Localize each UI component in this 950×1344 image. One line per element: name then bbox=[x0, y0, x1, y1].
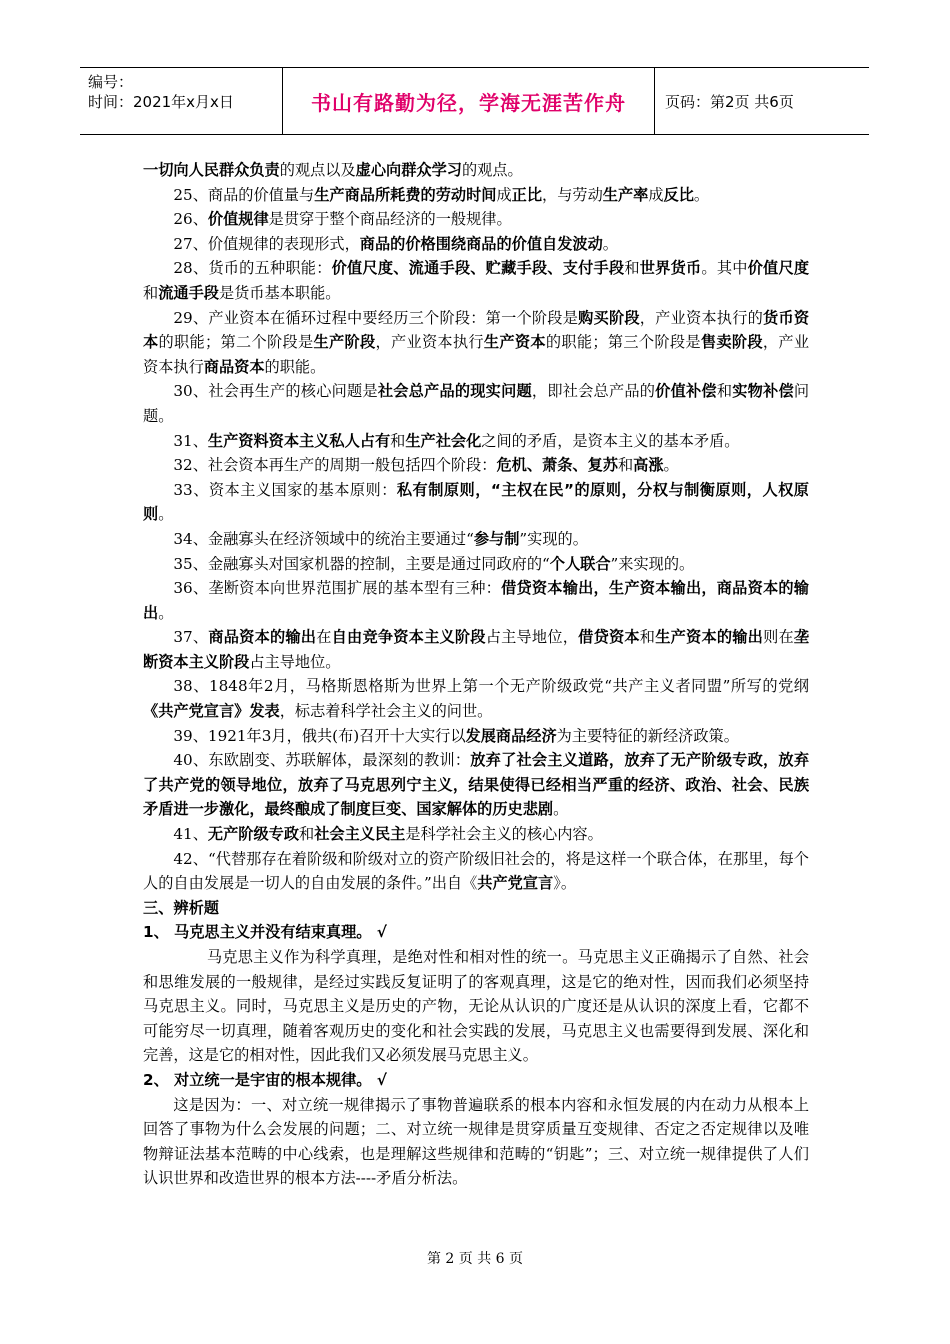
section-heading bbox=[143, 896, 809, 921]
text-run: 31、 bbox=[173, 431, 208, 450]
text-run: 36、垄断资本向世界范围扩展的基本型有三种： bbox=[173, 579, 502, 598]
body-paragraph bbox=[143, 1093, 809, 1191]
body-paragraph bbox=[143, 625, 809, 674]
text-run: 的观点以及 bbox=[279, 161, 356, 179]
text-run: 42、“代替那存在着阶级和阶级对立的资产阶级旧社会的，将是这样一个联合体，在那里，每个人的自由发展是一切人的自由发展的条件。”出自《 bbox=[143, 849, 809, 893]
bold-run: 虚心向群众学习 bbox=[355, 161, 462, 179]
bold-run: 借贷资本输出，生产资本输出，商品资本的输出 bbox=[143, 579, 809, 622]
bold-run: 价值补偿 bbox=[655, 382, 717, 401]
bold-run: 流通手段 bbox=[158, 283, 219, 302]
bold-run: 借贷资本 bbox=[578, 628, 640, 647]
bold-run: 参与制 bbox=[473, 529, 520, 548]
bold-run: 《共产党宣言》发表 bbox=[143, 702, 280, 721]
text-run: 33、资本主义国家的基本原则： bbox=[173, 480, 397, 499]
bold-run: 生产商品所耗费的劳动时间 bbox=[314, 185, 497, 204]
bold-run: 售卖阶段 bbox=[700, 333, 763, 352]
bold-run: 一切向人民群众负责 bbox=[143, 161, 280, 179]
text-run: 的职能。 bbox=[264, 357, 326, 376]
text-run: 30、社会再生产的核心问题是 bbox=[173, 382, 378, 401]
text-run: 问题。 bbox=[143, 382, 810, 425]
text-run: ，产业资本执行 bbox=[143, 333, 810, 376]
text-run: 。其中 bbox=[701, 259, 748, 278]
body-paragraph bbox=[143, 576, 809, 625]
bold-run: 生产率 bbox=[602, 185, 649, 204]
bold-run: 垄断资本主义阶段 bbox=[143, 628, 810, 671]
text-run: 是科学社会主义的核心内容。 bbox=[405, 825, 603, 844]
bold-run: 生产阶段 bbox=[313, 333, 376, 352]
body-paragraph bbox=[143, 232, 809, 257]
text-run: 和 bbox=[639, 628, 656, 647]
text-run: 。 bbox=[158, 505, 174, 524]
bold-run: 商品资本 bbox=[203, 357, 265, 376]
body-paragraph bbox=[143, 183, 809, 208]
text-run: 占主导地位。 bbox=[249, 652, 341, 671]
body-paragraph bbox=[143, 527, 809, 552]
section-heading bbox=[143, 920, 809, 945]
bold-run: 2、 对立统一是宇宙的根本规律。 √ bbox=[143, 1070, 387, 1089]
body-paragraph bbox=[143, 429, 809, 454]
bold-run: 价值规律 bbox=[207, 210, 269, 229]
text-run: 25、商品的价值量与 bbox=[173, 185, 315, 204]
body-paragraph bbox=[143, 158, 809, 183]
header-left-cell bbox=[80, 68, 283, 134]
text-run: ，与劳动 bbox=[542, 185, 603, 204]
bold-run: 1、 马克思主义并没有结束真理。 √ bbox=[143, 923, 387, 942]
page-header bbox=[80, 67, 869, 135]
bold-run: 商品资本的输出 bbox=[208, 628, 317, 647]
text-run: 34、金融寡头在经济领域中的统治主要通过“ bbox=[173, 529, 474, 548]
bold-run: 反比 bbox=[663, 185, 694, 204]
body-paragraph bbox=[143, 379, 809, 428]
motto-title: 书山有路勤为径，学海无涯苦作舟 bbox=[283, 68, 655, 134]
bold-run: 放弃了社会主义道路，放弃了无产阶级专政，放弃了共产党的领导地位，放弃了马克思列宁主义，结果使得已经相当严重的经济、政治、社会、民族矛盾进一步激化，最终酿成了制度巨变、国家解体的历史悲剧 bbox=[143, 751, 810, 819]
text-run: 》。 bbox=[553, 874, 577, 893]
body-paragraph bbox=[143, 822, 809, 847]
bold-run: 三、辨析题 bbox=[143, 898, 219, 917]
text-run: 。 bbox=[663, 456, 679, 475]
text-run: 。 bbox=[693, 185, 710, 204]
text-run: 28、货币的五种职能： bbox=[173, 259, 332, 278]
text-run: 占主导地位， bbox=[485, 628, 579, 647]
text-run: 成 bbox=[496, 185, 512, 204]
text-run: 和 bbox=[716, 382, 733, 401]
bold-run: 高涨 bbox=[633, 456, 664, 475]
text-run: 的观点。 bbox=[461, 161, 523, 179]
body-paragraph bbox=[143, 256, 809, 305]
bold-run: 生产资本的输出 bbox=[655, 628, 764, 647]
bold-run: 商品的价格围绕商品的价值自发波动 bbox=[359, 234, 603, 253]
body-paragraph bbox=[143, 748, 809, 822]
text-run: 则在 bbox=[763, 628, 794, 647]
bold-run: 社会主义民主 bbox=[314, 825, 406, 844]
body-paragraph bbox=[143, 478, 809, 527]
bold-run: 危机、萧条、复苏 bbox=[496, 456, 618, 475]
section-heading bbox=[143, 1068, 809, 1093]
text-run: ”来实现的。 bbox=[610, 554, 695, 573]
text-run: 的职能；第二个阶段是 bbox=[158, 333, 314, 352]
bold-run: 无产阶级专政 bbox=[207, 825, 300, 844]
text-run: 27、价值规律的表现形式， bbox=[173, 234, 360, 253]
body-paragraph bbox=[143, 674, 809, 723]
text-run: 马克思主义作为科学真理，是绝对性和相对性的统一。马克思主义正确揭示了自然、社会和思维发展的一般规律，是经过实践反复证明了的客观真理，这是它的绝对性，因而我们必须坚持马克思主义。同时，马克思主义是历史的产物，无论从认识的广度还是从认识的深度上看，它都不可能穷尽一切真理，随着客观历史的变化和社会实践的发展，马克思主义也需要得到发展、深化和完善，这是它的相对性，因此我们又必须发展马克思主义。 bbox=[143, 948, 809, 1065]
text-run: 是货币基本职能。 bbox=[218, 283, 341, 302]
text-run: 和 bbox=[299, 825, 315, 844]
bold-run: 价值尺度、流通手段、贮藏手段、支付手段 bbox=[331, 259, 625, 278]
text-run: 。 bbox=[158, 603, 174, 622]
text-run: 29、产业资本在循环过程中要经历三个阶段：第一个阶段是 bbox=[173, 308, 579, 327]
bold-run: 世界货币 bbox=[639, 259, 702, 278]
text-run: 的职能；第三个阶段是 bbox=[545, 333, 701, 352]
text-run: 35、金融寡头对国家机器的控制，主要是通过同政府的“ bbox=[173, 554, 550, 573]
page-number-label: 页码：第2页 共6页 bbox=[665, 92, 794, 111]
body-paragraph bbox=[143, 306, 809, 380]
text-run: 在 bbox=[316, 628, 332, 647]
text-run: 和 bbox=[143, 283, 159, 302]
document-number-label: 编号： bbox=[88, 73, 134, 91]
bold-run: 私有制原则，“主权在民”的原则，分权与制衡原则，人权原则 bbox=[143, 480, 809, 524]
text-run: 32、社会资本再生产的周期一般包括四个阶段： bbox=[173, 456, 497, 475]
body-paragraph bbox=[143, 207, 809, 232]
body-paragraph bbox=[143, 552, 809, 577]
text-run: 成 bbox=[648, 185, 664, 204]
date-label: 时间：2021年x月x日 bbox=[88, 93, 234, 111]
text-run: 40、东欧剧变、苏联解体，最深刻的教训： bbox=[173, 751, 471, 770]
text-run: ，标志着科学社会主义的问世。 bbox=[279, 702, 493, 721]
bold-run: 共产党宣言 bbox=[477, 874, 554, 893]
text-run: 这是因为：一、对立统一规律揭示了事物普遍联系的根本内容和永恒发展的内在动力从根本上回答了事物为什么会发展的问题；二、对立统一规律是贯穿质量互变规律、否定之否定规律以及唯物辩证法基本范畴的中心线索，也是理解这些规律和范畴的“钥匙”；三、对立统一规律提供了人们认识世界和改造世界的根本方法----矛盾分析法。 bbox=[143, 1095, 809, 1188]
body-paragraph bbox=[143, 724, 809, 749]
text-run: 26、 bbox=[173, 210, 208, 229]
text-run: 。 bbox=[602, 234, 618, 253]
text-run: 39、1921年3月，俄共(布)召开十大实行以 bbox=[173, 726, 466, 745]
bold-run: 发展商品经济 bbox=[465, 726, 557, 745]
bold-run: 货币资本 bbox=[143, 308, 810, 352]
bold-run: 正比 bbox=[511, 185, 543, 204]
text-run: 和 bbox=[617, 456, 634, 475]
text-run: ，产业资本执行 bbox=[375, 333, 484, 352]
text-run: 为主要特征的新经济政策。 bbox=[556, 726, 739, 745]
bold-run: 生产社会化 bbox=[405, 431, 482, 450]
bold-run: 生产资本 bbox=[483, 333, 546, 352]
text-run: 37、 bbox=[173, 628, 209, 647]
body-paragraph bbox=[143, 847, 809, 896]
body-paragraph bbox=[143, 453, 809, 478]
bold-run: 个人联合 bbox=[549, 554, 611, 573]
text-run: 之间的矛盾，是资本主义的基本矛盾。 bbox=[481, 431, 740, 450]
text-run: 41、 bbox=[173, 825, 208, 844]
bold-run: 实物补偿 bbox=[732, 382, 794, 401]
document-body bbox=[143, 158, 809, 1191]
page-footer: 第 2 页 共 6 页 bbox=[426, 1251, 524, 1267]
text-run: ”实现的。 bbox=[519, 529, 588, 548]
text-run: ，产业资本执行的 bbox=[639, 308, 764, 327]
text-run: 。 bbox=[553, 800, 569, 819]
text-run: 38、1848年2月，马格斯恩格斯为世界上第一个无产阶级政党“共产主义者同盟”所写的党纲 bbox=[173, 677, 809, 696]
text-run: 是贯穿于整个商品经济的一般规律。 bbox=[268, 210, 512, 229]
bold-run: 自由竞争资本主义阶段 bbox=[331, 628, 486, 647]
bold-run: 生产资料资本主义私人占有 bbox=[207, 431, 391, 450]
text-run: ，即社会总产品的 bbox=[531, 382, 656, 401]
bold-run: 社会总产品的现实问题 bbox=[377, 382, 532, 401]
text-run: 和 bbox=[390, 431, 406, 450]
bold-run: 价值尺度 bbox=[747, 259, 810, 278]
body-paragraph bbox=[143, 945, 809, 1068]
text-run: 和 bbox=[624, 259, 640, 278]
bold-run: 购买阶段 bbox=[578, 308, 640, 327]
